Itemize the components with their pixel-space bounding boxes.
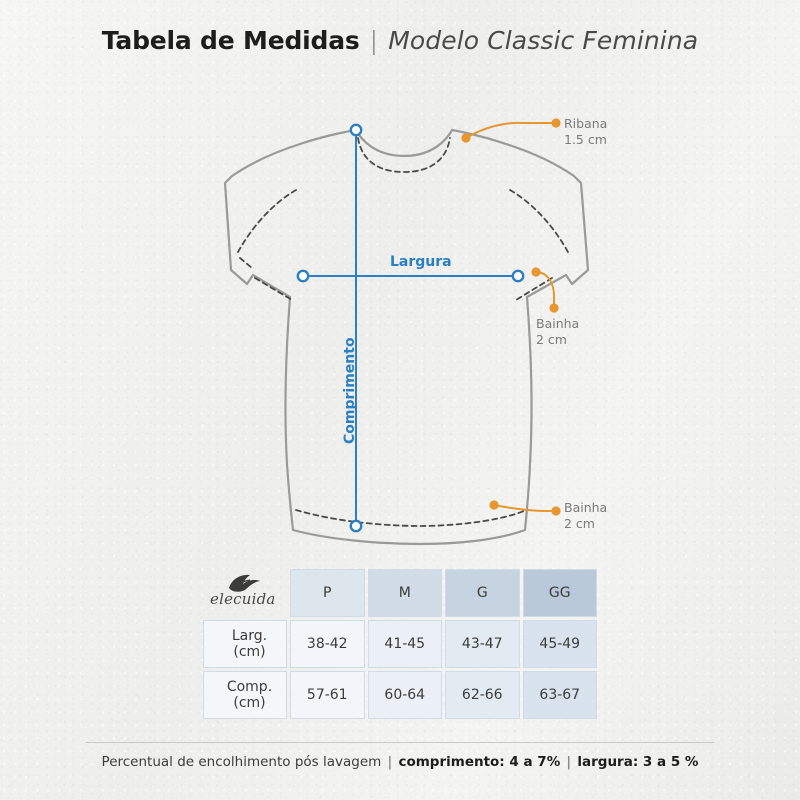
- row-label-largura: Larg. (cm): [203, 620, 287, 668]
- footer-separator-2: |: [566, 754, 572, 770]
- footer-note: [0, 754, 800, 770]
- callout-bainha-hem: [489, 500, 560, 515]
- left-shoulder-seam: [238, 190, 296, 252]
- cell-comprimento-m: 60-64: [368, 671, 443, 719]
- title-main: Tabela de Medidas: [101, 26, 360, 55]
- cell-largura-m: 41-45: [368, 620, 443, 668]
- footer-separator-1: |: [387, 754, 393, 770]
- label-bainha-sleeve-name: Bainha: [536, 316, 580, 331]
- label-bainha-hem-value: 2 cm: [564, 516, 595, 531]
- measurements-table: [200, 566, 600, 722]
- label-ribana-value: 1.5 cm: [564, 132, 607, 147]
- brand-name: elecuida: [210, 590, 276, 608]
- footer-divider: [86, 742, 714, 743]
- footer-largura: largura: 3 a 5 %: [577, 754, 699, 770]
- cell-comprimento-p: 57-61: [290, 671, 365, 719]
- cell-largura-p: 38-42: [290, 620, 365, 668]
- brand-logo: [203, 569, 287, 617]
- bottom-hem: [296, 510, 524, 526]
- label-bainha-sleeve-value: 2 cm: [536, 332, 567, 347]
- left-sleeve-hem: [255, 278, 292, 300]
- column-header-m: M: [368, 569, 443, 617]
- label-ribana-name: Ribana: [564, 116, 608, 131]
- left-sleeve-seam: [240, 258, 252, 268]
- column-header-gg: GG: [523, 569, 598, 617]
- label-bainha-hem-name: Bainha: [564, 500, 608, 515]
- tshirt-outline: [225, 130, 588, 544]
- callout-ribana: [461, 118, 560, 142]
- page-title: [0, 26, 800, 55]
- table-header-row: [203, 569, 597, 617]
- length-measure-line: [351, 125, 361, 531]
- column-header-g: G: [445, 569, 520, 617]
- cell-largura-gg: 45-49: [523, 620, 598, 668]
- footer-comprimento: comprimento: 4 a 7%: [398, 754, 561, 770]
- garment-diagram: [0, 92, 800, 562]
- callout-bainha-sleeve: [531, 267, 558, 312]
- table-row: [203, 671, 597, 719]
- footer-text: Percentual de encolhimento pós lavagem: [101, 754, 382, 770]
- column-header-p: P: [290, 569, 365, 617]
- table-row: [203, 620, 597, 668]
- cell-largura-g: 43-47: [445, 620, 520, 668]
- label-comprimento: Comprimento: [342, 337, 358, 444]
- cell-comprimento-gg: 63-67: [523, 671, 598, 719]
- title-model: Modelo Classic Feminina: [388, 26, 699, 55]
- title-separator: |: [369, 26, 379, 55]
- label-largura: Largura: [390, 254, 452, 270]
- width-measure-line: [298, 271, 523, 281]
- right-shoulder-seam: [510, 190, 568, 252]
- row-label-comprimento: Comp. (cm): [203, 671, 287, 719]
- cell-comprimento-g: 62-66: [445, 671, 520, 719]
